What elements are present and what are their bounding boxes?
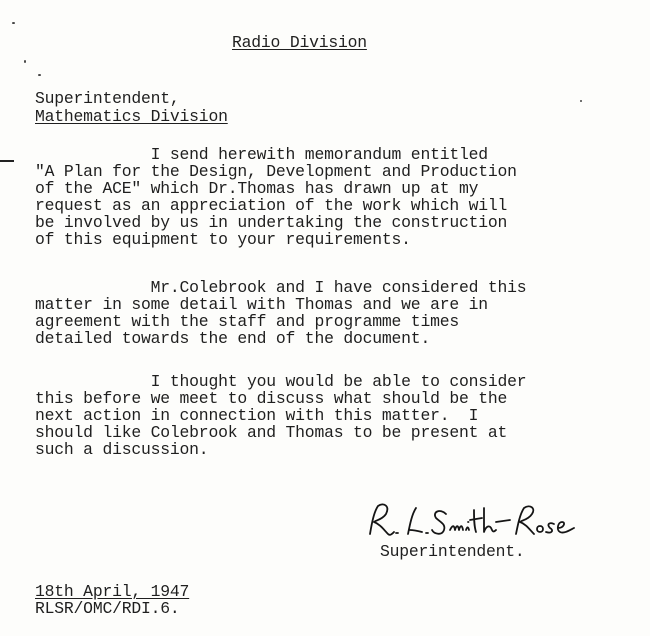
paragraph-line: of the ACE" which Dr.Thomas has drawn up at my	[35, 179, 479, 199]
memo-date: 18th April, 1947	[35, 582, 190, 601]
paragraph-line: I send herewith memorandum entitled	[35, 145, 488, 164]
paragraph-line: matter in some detail with Thomas and we are in	[35, 295, 488, 315]
paragraph-line: next action in connection with this matter. I	[35, 406, 479, 426]
paragraph-line: "A Plan for the Design, Development and Production	[35, 162, 517, 182]
closing-title: Superintendent.	[380, 542, 525, 561]
paper-speck	[38, 74, 41, 76]
paragraph-line: such a discussion.	[35, 440, 209, 460]
paper-speck	[12, 22, 15, 24]
paragraph-line: should like Colebrook and Thomas to be present at	[35, 423, 508, 443]
paragraph-line: be involved by us in undertaking the construction	[35, 213, 508, 233]
paper-speck	[24, 60, 26, 63]
paragraph-line: request as an appreciation of the work which will	[35, 196, 508, 216]
paragraph-line: I thought you would be able to consider	[35, 372, 527, 391]
addressee-division: Mathematics Division	[35, 107, 228, 126]
division-heading: Radio Division	[232, 33, 367, 52]
margin-mark	[0, 160, 14, 162]
memo-reference: RLSR/OMC/RDI.6.	[35, 599, 180, 618]
handwritten-signature	[360, 500, 590, 540]
addressee-title: Superintendent,	[35, 89, 180, 108]
paragraph-line: of this equipment to your requirements.	[35, 230, 411, 250]
paragraph-line: Mr.Colebrook and I have considered this	[35, 278, 527, 297]
paragraph-line: agreement with the staff and programme times	[35, 312, 459, 332]
paragraph-2	[35, 279, 526, 347]
paragraph-line: detailed towards the end of the document.	[35, 329, 431, 349]
paragraph-3	[35, 373, 526, 458]
paragraph-line: this before we meet to discuss what should be the	[35, 389, 508, 409]
paragraph-1	[35, 146, 517, 249]
paper-speck	[580, 100, 582, 102]
